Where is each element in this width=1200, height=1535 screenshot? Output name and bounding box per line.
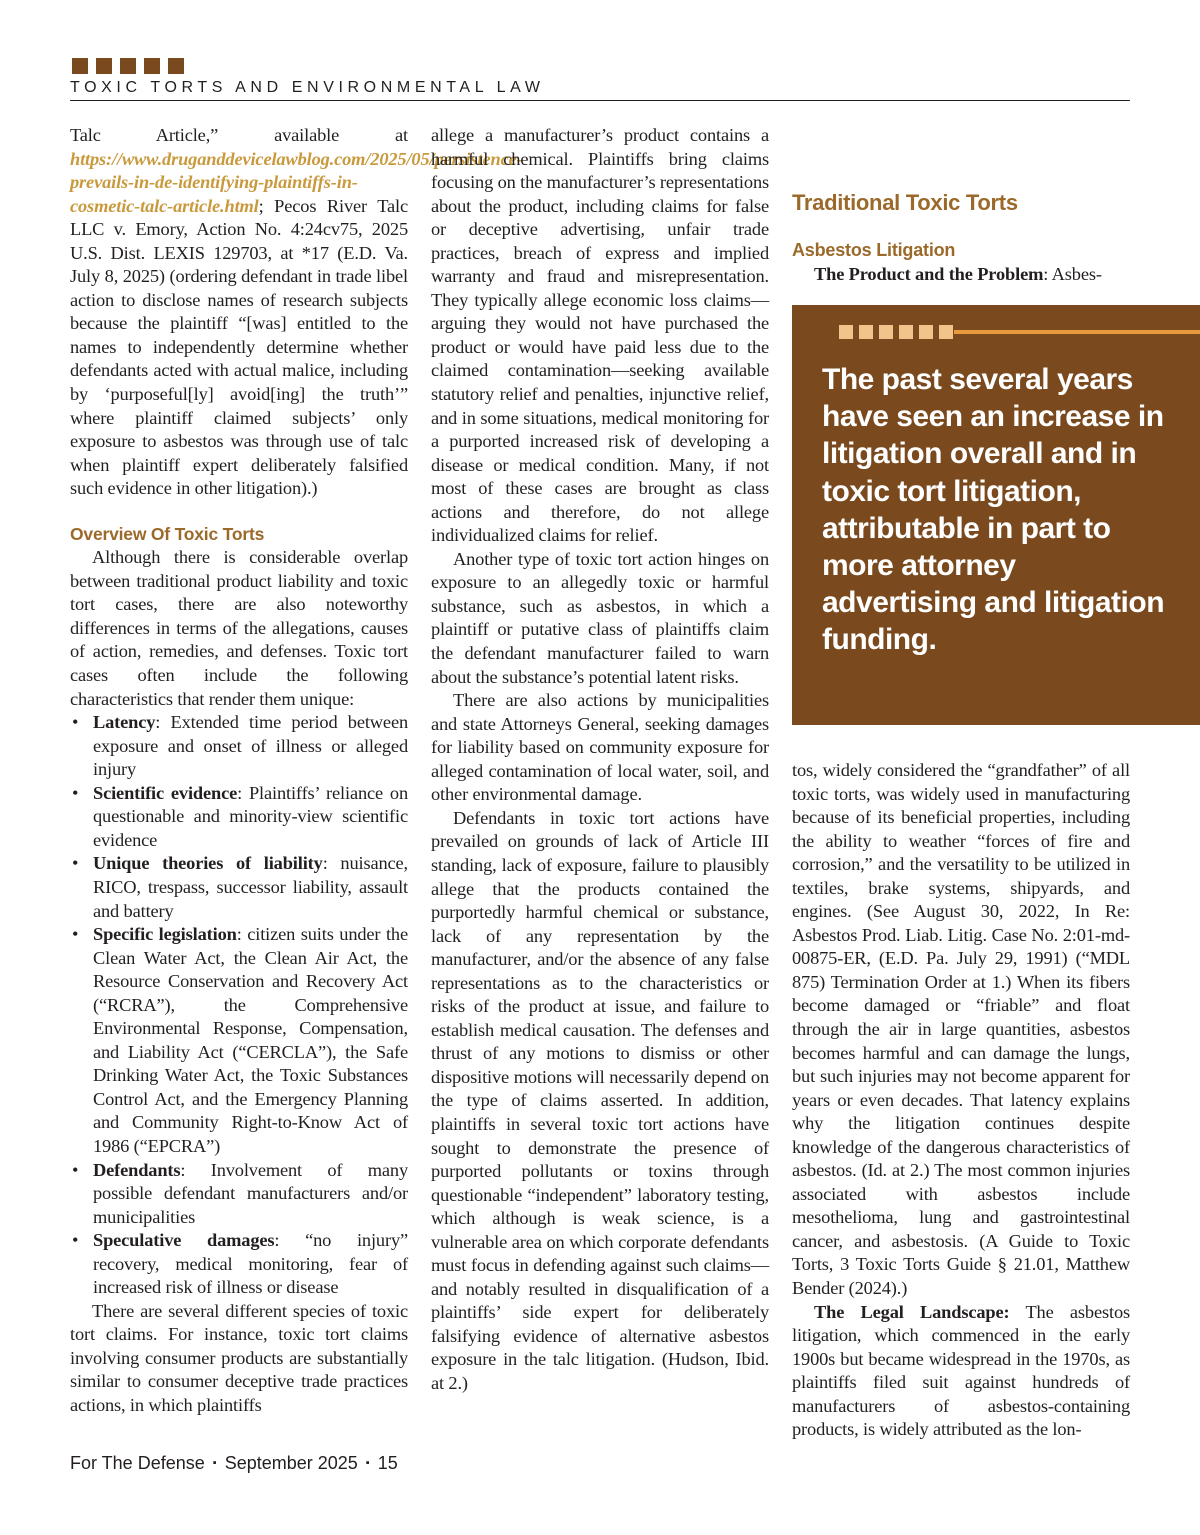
square-icon: [939, 325, 953, 339]
header-rule: [70, 100, 1130, 101]
paragraph: allege a manufacturer’s product contains a harmful chemical. Plaintiffs bring claims focusing on the manufacturer’s representations about the product, including claims for false or deceptive advertising, unfair trade practices, breach of express and implied warranty and fraud and misrepresentation. They typically allege economic loss claims—arguing they would not have purchased the product or would have paid less due to the claimed contamination—seeking available statutory relief and penalties, injunctive relief, and in some situations, medical monitoring for a purported increased risk of developing a disease or medical condition. Many, if not most of these cases are brought as class actions and therefore, do not allege individualized claims for relief.: [431, 125, 769, 546]
header-squares: [72, 58, 184, 74]
column-1: [70, 124, 523, 1418]
square-icon: [899, 325, 913, 339]
square-icon: [859, 325, 873, 339]
paragraph: There are also actions by municipalities and state Attorneys General, seeking damages for liability based on community exposure for alleged contamination of local water, soil, and other environmental damage.: [431, 690, 769, 805]
separator-icon: ▪: [365, 1457, 370, 1469]
column-3-lead: [792, 263, 1130, 287]
bullet-term: Specific legislation: [93, 924, 237, 945]
bullet-text: : Involvement of many possible defendant manufacturers and/or municipalities: [93, 1159, 408, 1227]
publication-name: For The Defense: [70, 1453, 205, 1473]
square-icon: [120, 58, 136, 74]
bullet-term: Unique theories of liability: [93, 853, 323, 874]
pull-quote-squares: [839, 325, 953, 339]
square-icon: [839, 325, 853, 339]
paragraph: Another type of toxic tort action hinges on exposure to an allegedly toxic or harmful substance, such as asbestos, in which a plaintiff or putative class of plaintiffs claim the defendant manufacturer failed to warn about the substance’s potential latent risks.: [431, 548, 769, 687]
lead-paragraph: [792, 263, 1130, 287]
overview-paragraph: Although there is considerable overlap between traditional product liability and toxic tort cases, there are also noteworthy differences in terms of the allegations, causes of action, remedies, and defenses. Toxic tort cases often include the following characteristics that render them unique:: [70, 547, 408, 709]
bullet-term: Latency: [93, 712, 156, 733]
list-item: [70, 1159, 408, 1230]
bullet-text: : “no injury” recovery, medical monitoring, fear of increased risk of illness or disease: [93, 1230, 408, 1298]
paragraph: tos, widely considered the “grandfather” of all toxic torts, was widely used in manufacturing because of its beneficial properties, including the ability to weather “forces of fire and corrosion,” and the versatility to be utilized in textiles, brake systems, shipyards, and engines. (See August 30, 2022, In Re: Asbestos Prod. Liab. Litig. Case No. 2:01-md-00875-ER, (E.D. Pa. July 29, 1991) (“MDL 875) Termination Order at 1.) When its fibers become damaged or “friable” and float through the air in large quantities, asbestos becomes harmful and can damage the lungs, but such injuries may not become apparent for years or even decades. That latency explains why the litigation continues despite knowledge of the dangerous characteristics of asbestos. (Id. at 2.) The most common injuries associated with asbestos include mesothelioma, lung and gastrointestinal cancer, and asbestosis. (A Guide to Toxic Torts, 3 Toxic Torts Guide § 21.01, Matthew Bender (2024).): [792, 760, 1130, 1299]
square-icon: [72, 58, 88, 74]
issue-date: September 2025: [224, 1453, 358, 1473]
section-title: TOXIC TORTS AND ENVIRONMENTAL LAW: [70, 79, 545, 96]
legal-landscape-paragraph: [792, 1301, 1130, 1442]
bullet-text: : Plaintiffs’ reliance on questionable and minority-view scientific evidence: [93, 782, 409, 850]
lead-term: The Product and the Problem: [814, 264, 1044, 284]
bullet-term: Speculative damages: [93, 1230, 275, 1251]
legal-term: The Legal Landscape:: [814, 1301, 1010, 1322]
characteristics-list: [70, 711, 408, 1300]
list-item: [70, 923, 408, 1158]
list-item: [70, 852, 408, 923]
bullet-term: Scientific evidence: [93, 782, 238, 803]
square-icon: [168, 58, 184, 74]
paragraph: Defendants in toxic tort actions have prevailed on grounds of lack of Article III standing, lack of exposure, failure to plausibly allege that the products contained the purportedly harmful chemical or substance, lack of any representation by the manufacturer, and/or the absence of any false representations as to the characteristics or risks of the product at issue, and failure to establish medical causation. The defenses and thrust of any motions to dismiss or other dispositive motions will necessarily depend on the type of claims asserted. In addition, plaintiffs in several toxic tort actions have sought to demonstrate the presence of purported pollutants or toxins through questionable “independent” laboratory testing, which although is weak science, is a vulnerable area on which corporate defendants must focus in defending against such claims—and notably resulted in disqualification of a plaintiffs’ side expert for deliberately falsifying evidence of alternative asbestos exposure in the talc litigation. (Hudson, Ibid. at 2.): [431, 807, 769, 1393]
column-2: [431, 124, 769, 1396]
separator-icon: ▪: [212, 1457, 217, 1469]
intro-text: Talc Article,” available at: [70, 125, 408, 145]
species-paragraph: There are several different species of toxic tort claims. For instance, toxic tort claims involving consumer products are substantially similar to consumer deceptive trade practices actions, in which plaintiffs: [70, 1300, 408, 1415]
bullet-term: Defendants: [93, 1159, 181, 1180]
pull-quote-text: The past several years have seen an increase in litigation overall and in toxic tort litigation, attributable in part to more attorney advertising and litigation funding.: [822, 363, 1165, 657]
lead-text: : Asbes-: [1043, 264, 1102, 284]
article-link[interactable]: https://www.druganddevicelawblog.com/2025/05/persistence-prevails-in-de-identifying-plaintiffs-in-cosmetic-talc-article.html: [70, 148, 523, 216]
pull-quote-accent-line: [954, 330, 1200, 334]
bullet-text: : nuisance, RICO, trespass, successor liability, assault and battery: [93, 853, 408, 921]
square-icon: [919, 325, 933, 339]
legal-text: The asbestos litigation, which commenced in the early 1900s but became widespread in the 1970s, as plaintiffs filed suit against hundreds of manufacturers of asbestos-containing products, is widely attributed as the lon-: [792, 1301, 1130, 1440]
list-item: [70, 1229, 408, 1300]
intro-paragraph: [70, 124, 523, 501]
page-number: 15: [377, 1453, 398, 1473]
bullet-text: : Extended time period between exposure and onset of illness or alleged injury: [93, 712, 408, 780]
list-item: [70, 782, 408, 853]
overview-heading: Overview Of Toxic Torts: [70, 523, 265, 544]
list-item: [70, 711, 408, 782]
pull-quote-box: [792, 305, 1200, 725]
asbestos-litigation-heading: Asbestos Litigation: [792, 240, 956, 260]
square-icon: [96, 58, 112, 74]
bullet-text: : citizen suits under the Clean Water Act, the Clean Air Act, the Resource Conservation and Recovery Act (“RCRA”), the Comprehensive Environmental Response, Compensation, and Liability Act (“CERCLA”), the Safe Drinking Water Act, the Toxic Substances Control Act, and the Emergency Planning and Community Right-to-Know Act of 1986 (“EPCRA”): [93, 924, 408, 1156]
column-3: [792, 759, 1130, 1442]
square-icon: [879, 325, 893, 339]
square-icon: [144, 58, 160, 74]
traditional-toxic-torts-heading: Traditional Toxic Torts: [792, 190, 1018, 215]
footer: [70, 1453, 398, 1474]
citation-text: ; Pecos River Talc LLC v. Emory, Action No. 4:24cv75, 2025 U.S. Dist. LEXIS 129703, at *17 (E.D. Va. July 8, 2025) (ordering defendant in trade libel action to disclose names of research subjects because the plaintiff “[was] entitled to the names to independently determine whether defendants acted with actual malice, including by ‘purposeful[ly] avoid[ing] the truth’” where plaintiff claimed subjects’ only exposure to asbestos was through use of talc when plaintiff expert deliberately falsified such evidence in other litigation).): [70, 195, 408, 499]
